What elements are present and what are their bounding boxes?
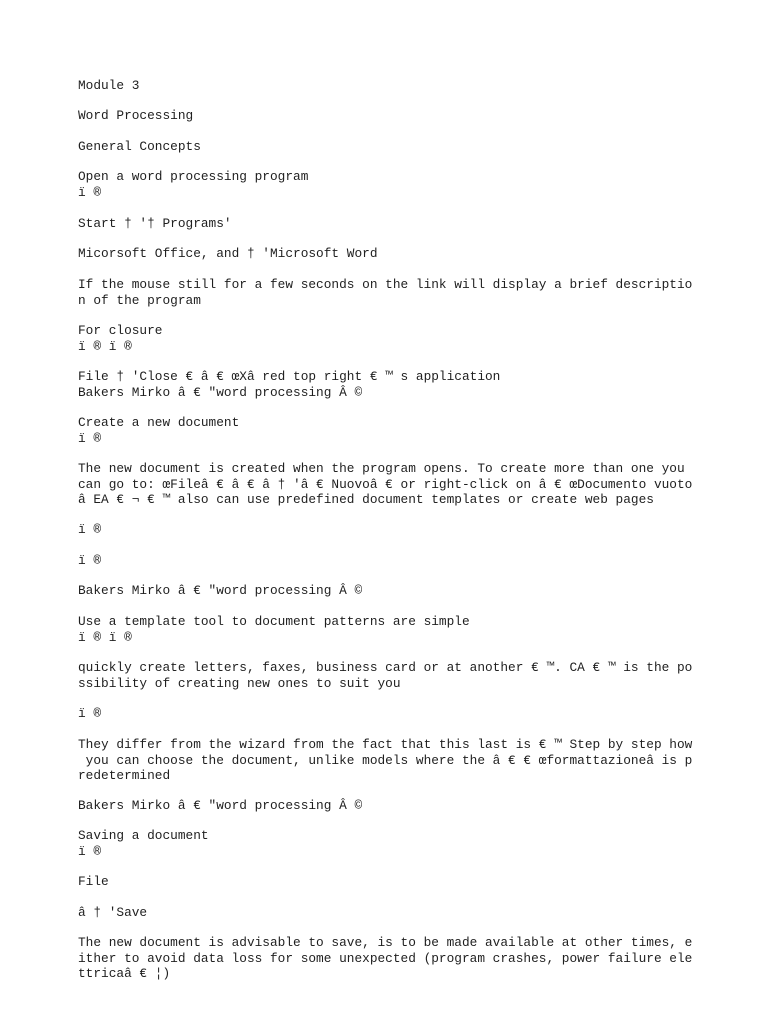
- new-document-paragraph: The new document is created when the program opens. To create more than one you can go to: œFileâ € â € â † 'â € Nuovoâ € or right-click on â € œDocumento vuoto â EA € ¬ € ™ also can use predefined document templates or create web pages: [78, 461, 693, 507]
- author-footer: Bakers Mirko â € "word processing Â ©: [78, 583, 363, 598]
- bullet-marker: ï ®: [78, 522, 102, 537]
- saving-heading: Saving a document ï ®: [78, 828, 209, 859]
- file-menu-text: File: [78, 874, 109, 889]
- open-program-paragraph: Open a word processing program ï ®: [78, 169, 309, 200]
- wizard-paragraph: They differ from the wizard from the fact that this last is € ™ Step by step how you can choose the document, unlike models where the â € € œformattazioneâ is p redetermined: [78, 737, 693, 783]
- mouse-hover-paragraph: If the mouse still for a few seconds on the link will display a brief descriptio n of the program: [78, 277, 693, 308]
- create-letters-paragraph: quickly create letters, faxes, business card or at another € ™. CA € ™ is the po ssibility of creating new ones to suit you: [78, 660, 693, 691]
- closure-paragraph: For closure ï ® ï ®: [78, 323, 163, 354]
- save-menu-path: â † 'Save: [78, 905, 148, 920]
- save-advice-paragraph: The new document is advisable to save, is to be made available at other times, e ither to avoid data loss for some unexpected (program crashes, power failure ele ttricaâ € ¦): [78, 935, 693, 981]
- section-title: Word Processing: [78, 108, 194, 123]
- bullet-marker: ï ®: [78, 706, 102, 721]
- template-tool-paragraph: Use a template tool to document patterns are simple ï ® ï ®: [78, 614, 470, 645]
- module-heading: Module 3: [78, 78, 140, 93]
- close-app-paragraph: File † 'Close € â € œXâ red top right € ™ s application Bakers Mirko â € "word processing Â ©: [78, 369, 501, 400]
- new-document-heading: Create a new document ï ®: [78, 415, 240, 446]
- start-menu-path: Start † '† Programs': [78, 216, 232, 231]
- office-word-path: Micorsoft Office, and † 'Microsoft Word: [78, 246, 378, 261]
- bullet-marker: ï ®: [78, 553, 102, 568]
- author-footer: Bakers Mirko â € "word processing Â ©: [78, 798, 363, 813]
- subsection-title: General Concepts: [78, 139, 201, 154]
